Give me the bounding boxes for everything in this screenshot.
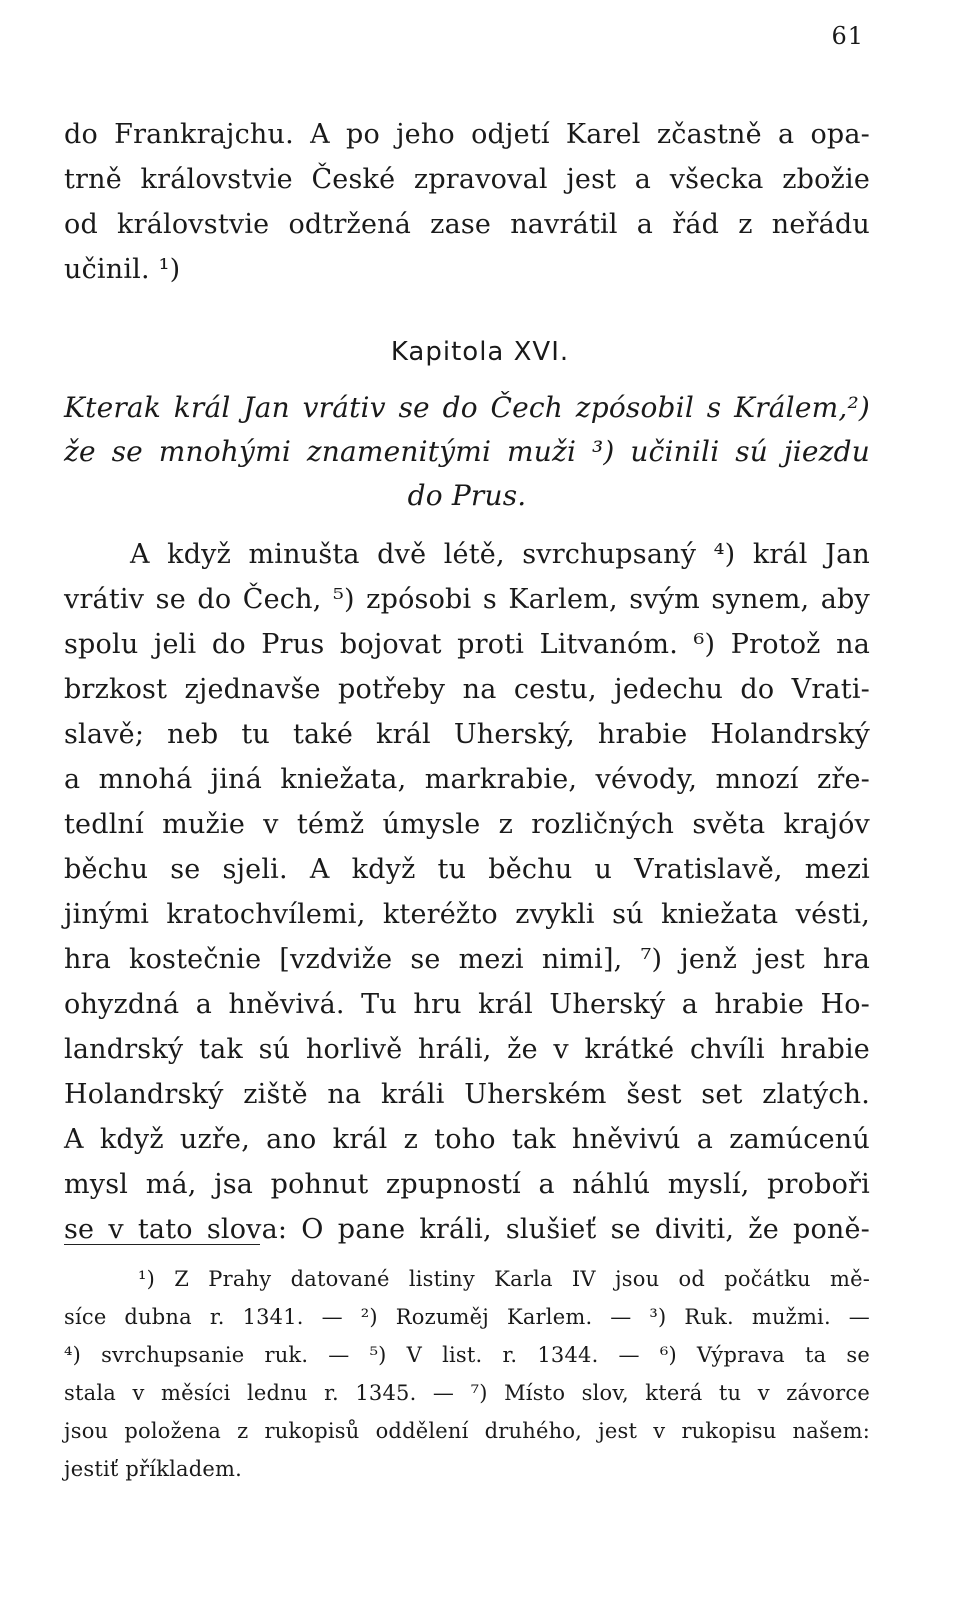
text-line: běchu se sjeli. A když tu běchu u Vratislavě, mezi bbox=[64, 854, 870, 885]
text-line: vrátiv se do Čech, ⁵) zpósobi s Karlem, svým synem, aby bbox=[64, 584, 870, 615]
text-line: brzkost zjednavše potřeby na cestu, jedechu do Vrati- bbox=[64, 674, 870, 705]
text-line: se v tato slova: O pane králi, slušieť se diviti, že poně- bbox=[64, 1214, 870, 1245]
text-line: Holandrský ziště na králi Uherském šest set zlatých. bbox=[64, 1079, 870, 1110]
text-line: mysl má, jsa pohnut zpupností a náhlú myslí, proboři bbox=[64, 1169, 870, 1200]
text-line: do Frankrajchu. A po jeho odjetí Karel zčastně a opa- bbox=[64, 119, 870, 150]
footnote-line: jsou položena z rukopisů oddělení druhého, jest v rukopisu našem: bbox=[64, 1419, 870, 1443]
footnote-divider bbox=[64, 1244, 260, 1245]
text-line: tedlní mužie v témž úmysle z rozličných světa krajóv bbox=[64, 809, 870, 840]
footnote-line: stala v měsíci lednu r. 1345. — ⁷) Místo slov, která tu v závorce bbox=[64, 1381, 870, 1405]
text-line: hra kostečnie [vzdviže se mezi nimi], ⁷) jenž jest hra bbox=[64, 944, 870, 975]
text-line: učinil. ¹) bbox=[64, 254, 181, 285]
text-line: landrský tak sú horlivě hráli, že v krátké chvíli hrabie bbox=[64, 1034, 870, 1065]
text-line: jinými kratochvílemi, kteréžto zvykli sú kniežata vésti, bbox=[64, 899, 870, 930]
text-line: slavě; neb tu také král Uherský, hrabie Holandrský bbox=[64, 719, 870, 750]
chapter-title-line: do Prus. bbox=[407, 479, 527, 512]
opening-paragraph bbox=[64, 112, 870, 292]
text-line: A když uzře, ano král z toho tak hněvivú a zamúcenú bbox=[64, 1124, 870, 1155]
text-line: trně královstvie České zpravoval jest a všecka zbožie bbox=[64, 164, 870, 195]
footnotes bbox=[64, 1260, 870, 1488]
text-line: a mnohá jiná kniežata, markrabie, vévody, mnozí zře- bbox=[64, 764, 870, 795]
footnote-line: síce dubna r. 1341. — ²) Rozuměj Karlem. — ³) Ruk. mužmi. — bbox=[64, 1305, 870, 1329]
page-number: 61 bbox=[831, 22, 864, 50]
text-line: od královstvie odtržená zase navrátil a řád z neřádu bbox=[64, 209, 870, 240]
footnote-line: jestiť příkladem. bbox=[64, 1457, 243, 1481]
text-line: ohyzdná a hněvivá. Tu hru král Uherský a hrabie Ho- bbox=[64, 989, 870, 1020]
footnote-line: ¹) Z Prahy datované listiny Karla IV jsou od počátku mě- bbox=[138, 1267, 870, 1291]
chapter-title-line: Kterak král Jan vrátiv se do Čech zpósobil s Králem,²) bbox=[64, 391, 870, 424]
chapter-heading: Kapitola XVI. bbox=[390, 337, 570, 367]
text-line: spolu jeli do Prus bojovat proti Litvanóm. ⁶) Protož na bbox=[64, 629, 870, 660]
main-paragraph bbox=[64, 532, 870, 1252]
text-line: A když minušta dvě létě, svrchupsaný ⁴) král Jan bbox=[130, 539, 870, 570]
footnote-line: ⁴) svrchupsanie ruk. — ⁵) V list. r. 1344. — ⁶) Výprava ta se bbox=[64, 1343, 870, 1367]
chapter-title-line: že se mnohými znamenitými muži ³) učinili sú jiezdu bbox=[64, 435, 870, 468]
chapter-title bbox=[64, 386, 870, 518]
